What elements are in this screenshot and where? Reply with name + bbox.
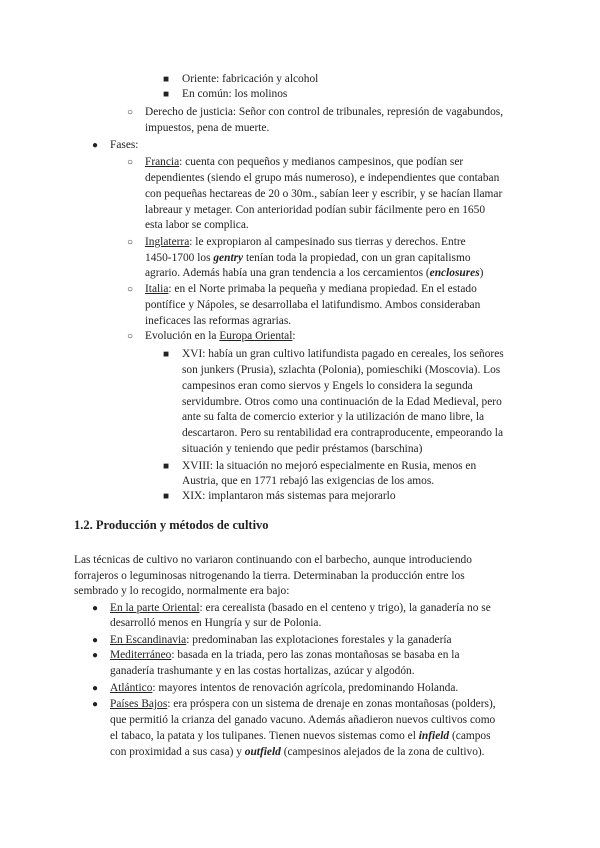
circle-bullet-icon: ○	[127, 107, 134, 118]
xviii-item: XVIII: la situación no mejoró especialmente en Rusia, menos en	[182, 460, 477, 472]
text-line: dependientes (siendo el grupo más numeroso), e independientes que contaban	[145, 172, 500, 184]
text-line: que permitió la crianza del ganado vacuno. Además añadieron nuevos cultivos como	[110, 714, 496, 726]
square-bullet-icon: ■	[163, 89, 170, 100]
text-line: ganadería trashumante y en las costas hortalizas, azúcar y algodón.	[110, 665, 415, 677]
text-line: ineficaces las reformas agrarias.	[145, 315, 292, 327]
mediterraneo-item	[110, 648, 460, 663]
text-line	[145, 266, 483, 281]
enclosures-term: enclosures	[429, 267, 480, 279]
text-line: desarrolló menos en Hungría y sur de Polonia.	[110, 617, 322, 629]
oriental-item	[110, 601, 491, 616]
text-line: pontífice y Nápoles, se desarrollaba el latifundismo. Ambos consideraban	[145, 299, 481, 311]
text-line: ante su falta de comercio exterior y la utilización de mano libre, la	[182, 411, 485, 423]
text-line: Las técnicas de cultivo no variaron continuando con el barbecho, aunque introduciendo	[74, 554, 472, 566]
disc-bullet-icon: ●	[92, 650, 99, 661]
circle-bullet-icon: ○	[127, 237, 134, 248]
square-bullet-icon: ■	[163, 74, 170, 85]
section-title: 1.2. Producción y métodos de cultivo	[74, 518, 269, 532]
atlantico-item	[110, 681, 458, 696]
text-line: son junkers (Prusia), szlachta (Polonia), pomieschiki (Moscovia). Los	[182, 364, 501, 376]
mediterraneo-label: Mediterráneo	[110, 649, 172, 661]
text-line: Austria, que en 1771 rebajó las exigencias de los amos.	[182, 475, 435, 487]
text-line: labreaur y metager. Con anterioridad podían subir fácilmente pero en 1650	[145, 204, 486, 216]
francia-text: : cuenta con pequeños y medianos campesinos, que podían ser	[179, 156, 464, 168]
text-line: descartaron. Pero su rentabilidad era contraproducente, empeorando la	[182, 427, 504, 439]
disc-bullet-icon: ●	[92, 635, 99, 646]
atlantico-text: : mayores intentos de renovación agrícola, predominando Holanda.	[152, 682, 459, 694]
escandinavia-item	[110, 633, 452, 648]
text-fragment: :	[292, 330, 296, 342]
paises-text: : era próspera con un sistema de drenaje en zonas montañosas (polders),	[167, 698, 496, 710]
escandinavia-label: En Escandinavia	[110, 634, 187, 646]
text-line	[110, 745, 485, 760]
italia-label: Italia	[145, 283, 169, 295]
xvi-item: XVI: había un gran cultivo latifundista pagado en cereales, los señores	[182, 348, 504, 360]
mediterraneo-text: : basada en la triada, pero las zonas montañosas se basaba en la	[171, 649, 460, 661]
europa-oriental-label: Europa Oriental	[219, 330, 293, 342]
list-item	[145, 105, 503, 120]
text-line	[110, 729, 491, 744]
italia-item	[145, 282, 477, 297]
outfield-term: outfield	[244, 746, 281, 758]
atlantico-label: Atlántico	[110, 682, 153, 694]
text-fragment: 1450-1700 los	[145, 252, 214, 264]
xix-item: XIX: implantaron más sistemas para mejorarlo	[182, 490, 396, 502]
text-fragment: (campesinos alejados de la zona de cultivo).	[280, 746, 485, 758]
text-line: servidumbre. Otros como una continuación de la Edad Medieval, pero	[182, 396, 502, 408]
disc-bullet-icon: ●	[92, 683, 99, 694]
fases-label: Fases:	[110, 139, 139, 151]
francia-label: Francia	[145, 156, 180, 168]
list-item: Oriente: fabricación y alcohol	[182, 73, 319, 85]
italia-text: : en el Norte primaba la pequeña y mediana propiedad. En el estado	[168, 283, 477, 295]
text-fragment: )	[479, 267, 484, 279]
text-fragment: tenían toda la propiedad, con un gran capitalismo	[243, 252, 471, 264]
circle-bullet-icon: ○	[127, 284, 134, 295]
text-line: sembrado y lo recogido, normalmente era bajo:	[74, 585, 290, 597]
text-fragment: el tabaco, la patata y los tulipanes. Tienen nuevos sistemas como el	[110, 730, 419, 742]
inglaterra-item	[145, 235, 466, 250]
text-line	[145, 251, 471, 266]
paises-label: Países Bajos	[110, 698, 168, 710]
list-item: En común: los molinos	[182, 88, 288, 100]
text-line: campesinos eran como siervos y Engels lo considera la segunda	[182, 380, 473, 392]
justicia-text: : Señor con control de tribunales, represión de vagabundos,	[232, 106, 504, 118]
text-line: esta labor se complica.	[145, 219, 249, 231]
escandinavia-text: : predominaban las explotaciones forestales y la ganadería	[186, 634, 452, 646]
evolucion-item	[145, 329, 296, 344]
oriental-text: : era cerealista (basado en el centeno y trigo), la ganadería no se	[199, 602, 491, 614]
square-bullet-icon: ■	[163, 349, 170, 360]
disc-bullet-icon: ●	[92, 140, 99, 151]
text-line: impuestos, pena de muerte.	[145, 122, 270, 134]
infield-term: infield	[418, 730, 450, 742]
text-fragment: Evolución en la	[145, 330, 220, 342]
oriental-label: En la parte Oriental	[110, 602, 200, 614]
paises-item	[110, 697, 496, 712]
inglaterra-label: Inglaterra	[145, 236, 190, 248]
disc-bullet-icon: ●	[92, 603, 99, 614]
text-line: con pequeñas hectareas de 20 o 30m., sabían leer y escribir, y se hacían llamar	[145, 188, 503, 200]
disc-bullet-icon: ●	[92, 699, 99, 710]
text-fragment: con proximidad a sus casa) y	[110, 746, 245, 758]
circle-bullet-icon: ○	[127, 331, 134, 342]
text-line: forrajeros o leguminosas nitrogenando la tierra. Determinaban la producción entre los	[74, 570, 465, 582]
gentry-term: gentry	[213, 252, 244, 264]
text-fragment: agrario. Además había una gran tendencia a los cercamientos (	[145, 267, 430, 279]
circle-bullet-icon: ○	[127, 157, 134, 168]
square-bullet-icon: ■	[163, 461, 170, 472]
inglaterra-text: : le expropiaron al campesinado sus tierras y derechos. Entre	[189, 236, 466, 248]
square-bullet-icon: ■	[163, 491, 170, 502]
francia-item	[145, 155, 463, 170]
justicia-label: Derecho de justicia	[145, 106, 233, 118]
text-line: situación y teniendo que pedir préstamos (barschina)	[182, 443, 423, 455]
text-fragment: (campos	[449, 730, 491, 742]
